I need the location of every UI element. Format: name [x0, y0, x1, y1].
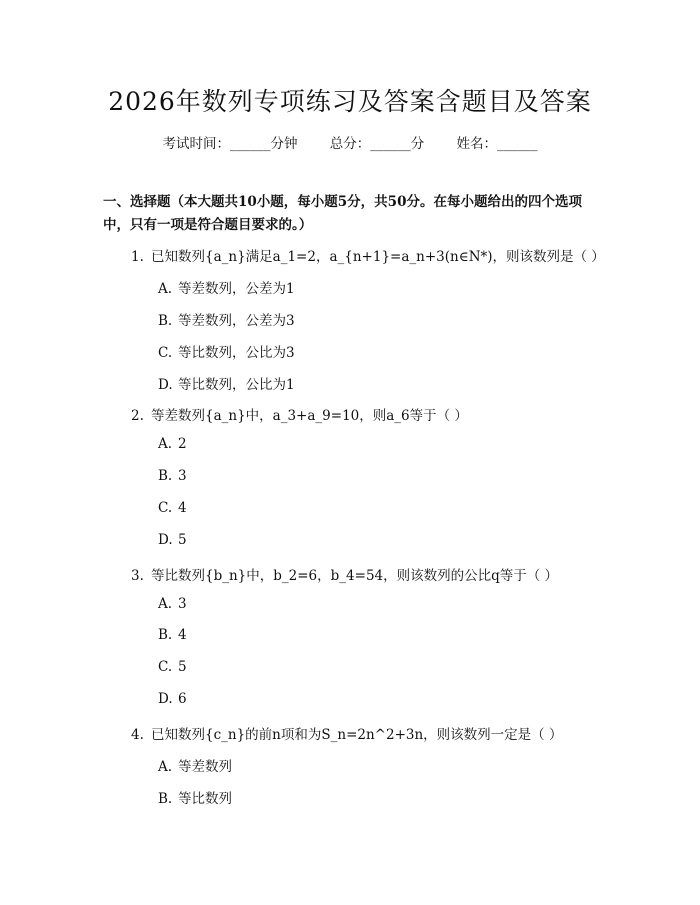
question-text: 等比数列{b_n}中，b_2=6，b_4=54，则该数列的公比q等于（ ） — [151, 568, 559, 584]
question-number: 4. — [131, 727, 144, 743]
option — [158, 500, 187, 516]
option — [158, 596, 187, 612]
question-text: 已知数列{a_n}满足a_1=2，a_{n+1}=a_n+3(n∈N*)，则该数列是（ ） — [151, 249, 605, 265]
option-text: 等差数列，公差为3 — [178, 313, 295, 329]
question-text: 已知数列{c_n}的前n项和为S_n=2n^2+3n，则该数列一定是（ ） — [151, 727, 563, 743]
option-text: 等比数列 — [178, 791, 232, 807]
option-letter: C. — [158, 659, 173, 675]
section-title: 一、选择题（本大题共10小题，每小题5分，共50分。在每小题给出的四个选项中，只有一项是符合题目要求的。） — [103, 194, 582, 233]
option — [158, 468, 187, 484]
option — [158, 755, 232, 775]
question-text: 等差数列{a_n}中，a_3+a_9=10，则a_6等于（ ） — [151, 408, 468, 424]
option — [158, 627, 187, 643]
exam-score: 总分：______分 — [329, 136, 425, 152]
option-letter: D. — [158, 377, 173, 393]
question-number: 3. — [131, 568, 144, 584]
question-stem — [131, 723, 562, 743]
option-letter: B. — [158, 627, 173, 643]
option-letter: B. — [158, 313, 173, 329]
option-letter: C. — [158, 345, 173, 361]
exam-meta — [0, 132, 700, 152]
option-text: 4 — [178, 627, 187, 643]
option — [158, 277, 295, 297]
option — [158, 659, 187, 675]
option — [158, 309, 295, 329]
option-text: 5 — [178, 659, 187, 675]
exam-time: 考试时间：______分钟 — [162, 136, 298, 152]
option — [158, 691, 187, 707]
question-stem — [131, 564, 558, 584]
question-number: 1. — [131, 249, 144, 265]
option-text: 等比数列，公比为3 — [178, 345, 295, 361]
option-letter: A. — [158, 281, 173, 297]
option-text: 3 — [178, 596, 187, 612]
question-stem — [131, 404, 468, 424]
option-text: 等差数列 — [178, 759, 232, 775]
option-letter: D. — [158, 532, 173, 548]
option — [158, 436, 187, 452]
option-text: 等差数列，公差为1 — [178, 281, 295, 297]
option-letter: C. — [158, 500, 173, 516]
option-letter: B. — [158, 791, 173, 807]
option-letter: A. — [158, 596, 173, 612]
option — [158, 341, 295, 361]
option-letter: A. — [158, 436, 173, 452]
option — [158, 787, 232, 807]
option-text: 6 — [178, 691, 187, 707]
option-text: 4 — [178, 500, 187, 516]
option-text: 5 — [178, 532, 187, 548]
option-text: 2 — [178, 436, 187, 452]
option — [158, 373, 295, 393]
option-letter: A. — [158, 759, 173, 775]
option-text: 等比数列，公比为1 — [178, 377, 295, 393]
option — [158, 532, 187, 548]
option-letter: D. — [158, 691, 173, 707]
page-title: 2026年数列专项练习及答案含题目及答案 — [108, 87, 592, 116]
question-stem — [131, 245, 605, 265]
exam-name: 姓名：______ — [456, 136, 538, 152]
question-number: 2. — [131, 408, 144, 424]
option-letter: B. — [158, 468, 173, 484]
option-text: 3 — [178, 468, 187, 484]
